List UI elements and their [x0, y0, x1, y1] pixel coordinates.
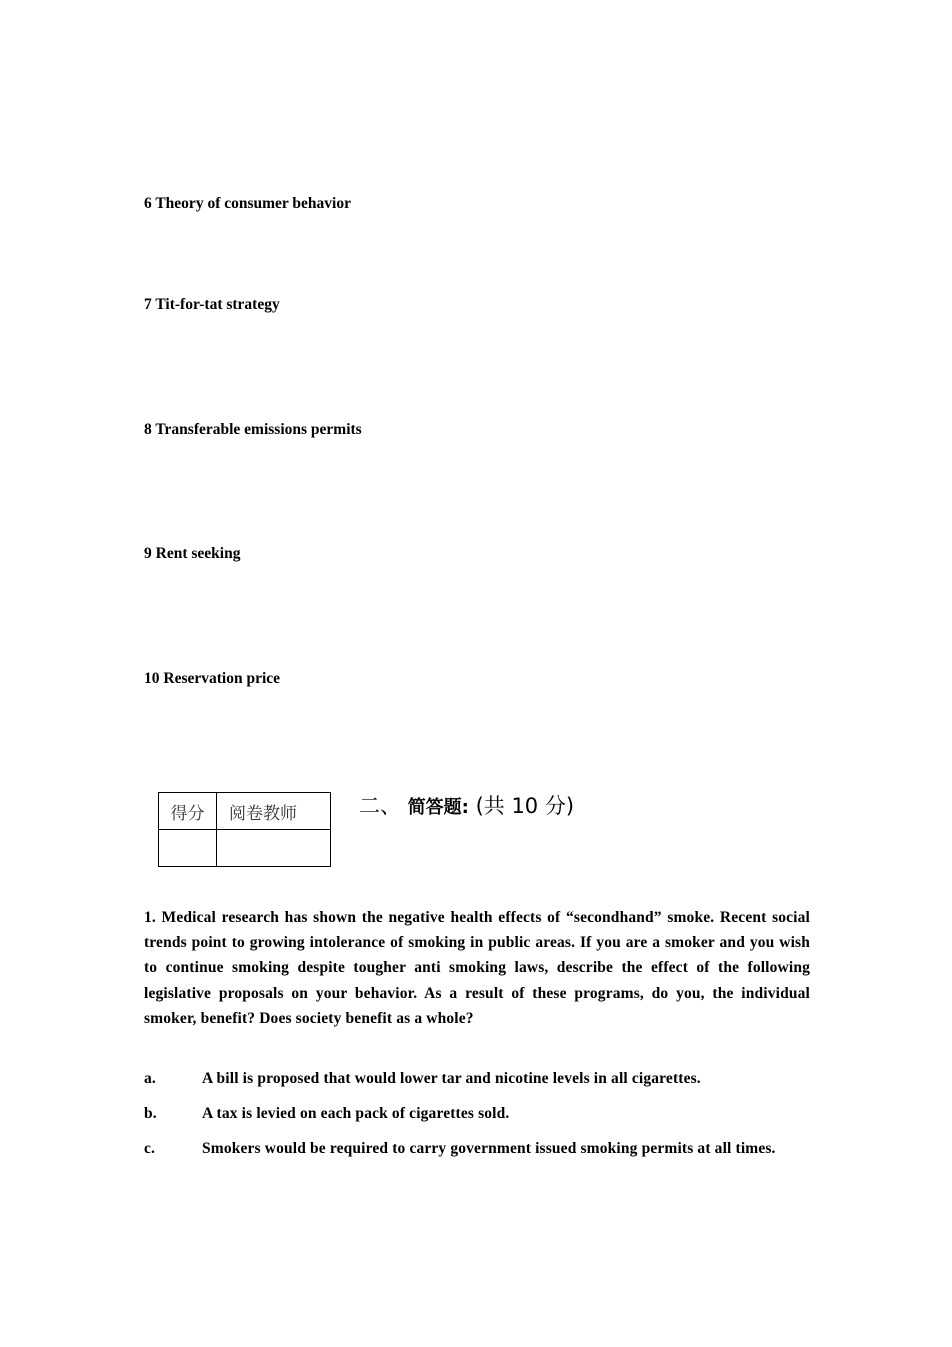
option-a — [144, 1066, 810, 1091]
term-10: 10 Reservation price — [144, 670, 281, 687]
section-points: (共 10 分) — [475, 794, 575, 818]
grader-header: 阅卷教师 — [217, 793, 331, 830]
score-cell — [159, 830, 217, 867]
grader-cell — [217, 830, 331, 867]
term-9: 9 Rent seeking — [144, 545, 241, 562]
term-7: 7 Tit-for-tat strategy — [144, 296, 280, 313]
term-8: 8 Transferable emissions permits — [144, 421, 362, 438]
score-table — [158, 792, 331, 867]
option-text: Smokers would be required to carry government issued smoking permits at all times. — [202, 1140, 776, 1157]
term-6: 6 Theory of consumer behavior — [144, 195, 351, 212]
section-title — [359, 790, 574, 820]
option-label: a. — [144, 1070, 156, 1087]
option-text: A bill is proposed that would lower tar and nicotine levels in all cigarettes. — [202, 1070, 701, 1087]
question-text: 1. Medical research has shown the negative health effects of “secondhand” smoke. Recent social trends point to growing intolerance of smoking in public areas. If you are a smoker and you wish to continue smoking despite tougher anti smoking laws, describe the effect of the following legislative proposals on your behavior. As a result of these programs, do you, the individual smoker, benefit? Does society benefit as a whole? — [144, 909, 810, 1027]
score-header: 得分 — [159, 793, 217, 830]
option-label: c. — [144, 1140, 156, 1157]
option-b — [144, 1101, 810, 1126]
option-label: b. — [144, 1105, 157, 1122]
option-c — [144, 1136, 810, 1161]
section-prefix: 二、 — [359, 794, 401, 818]
option-text: A tax is levied on each pack of cigarettes sold. — [202, 1105, 510, 1122]
section-name: 简答题: — [407, 797, 469, 818]
